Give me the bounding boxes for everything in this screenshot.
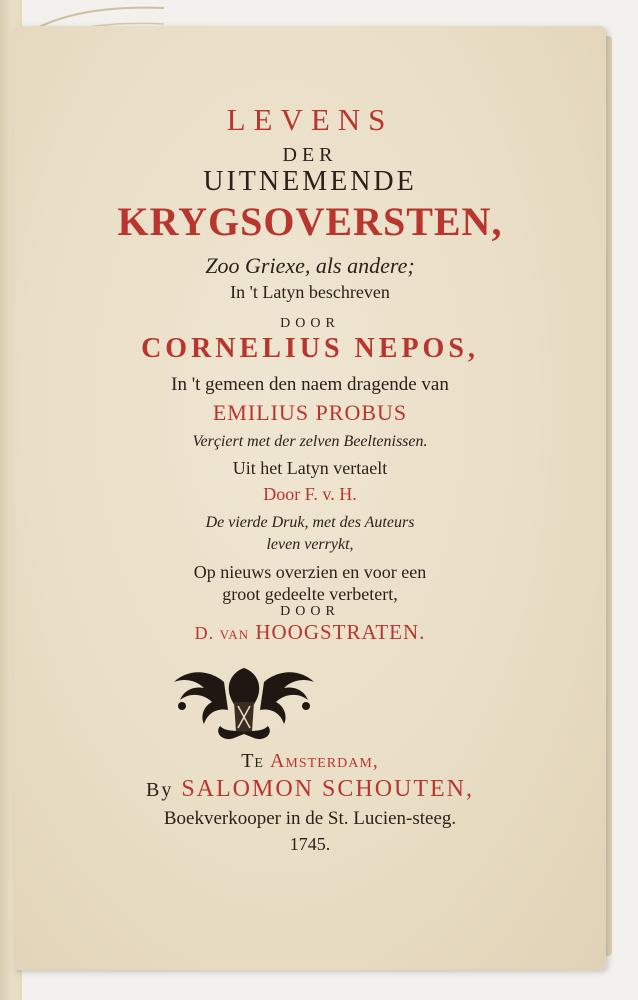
title-uitnemende: UITNEMENDE bbox=[203, 166, 417, 197]
edition-note: De vierde Druk, met des Auteurs bbox=[205, 514, 415, 531]
revision-note: Op nieuws overzien en voor een bbox=[193, 562, 427, 582]
subtitle-latyn: In 't Latyn beschreven bbox=[230, 282, 390, 302]
title-krygsoversten: KRYGSOVERSTEN, bbox=[117, 199, 503, 244]
author-alias: EMILIUS PROBUS bbox=[212, 400, 408, 425]
editor-name bbox=[14, 620, 606, 645]
translator: Door F. v. H. bbox=[263, 484, 357, 504]
by-door-2: DOOR bbox=[280, 604, 340, 619]
editor-surname: HOOGSTRATEN. bbox=[255, 620, 426, 644]
subtitle-griexe: Zoo Griexe, als andere; bbox=[205, 253, 415, 278]
illustrations-note: Verçiert met der zelven Beeltenissen. bbox=[192, 433, 428, 450]
author-name: CORNELIUS NEPOS, bbox=[141, 333, 479, 364]
imprint-amsterdam: Amsterdam, bbox=[269, 750, 379, 772]
title-levens: LEVENS bbox=[226, 102, 394, 137]
edition-note-2: leven verrykt, bbox=[266, 536, 354, 553]
editor-prefix: D. van bbox=[194, 623, 250, 643]
imprint-publisher bbox=[14, 776, 606, 803]
translation-note: Uit het Latyn vertaelt bbox=[232, 458, 388, 478]
imprint-place bbox=[14, 750, 606, 773]
publisher-name: SALOMON SCHOUTEN, bbox=[181, 776, 475, 802]
publication-year: 1745. bbox=[289, 834, 331, 854]
title-der: DER bbox=[282, 144, 338, 166]
publisher-address: Boekverkooper in de St. Lucien-steeg. bbox=[163, 808, 457, 829]
author-alias-intro: In 't gemeen den naem dragende van bbox=[171, 374, 449, 395]
imprint-te: Te bbox=[241, 750, 264, 772]
imprint-by: By bbox=[145, 779, 174, 801]
revision-note-2: groot gedeelte verbetert, bbox=[222, 584, 398, 604]
by-door-1: DOOR bbox=[280, 316, 340, 331]
printers-device-ornament-icon bbox=[164, 662, 324, 744]
